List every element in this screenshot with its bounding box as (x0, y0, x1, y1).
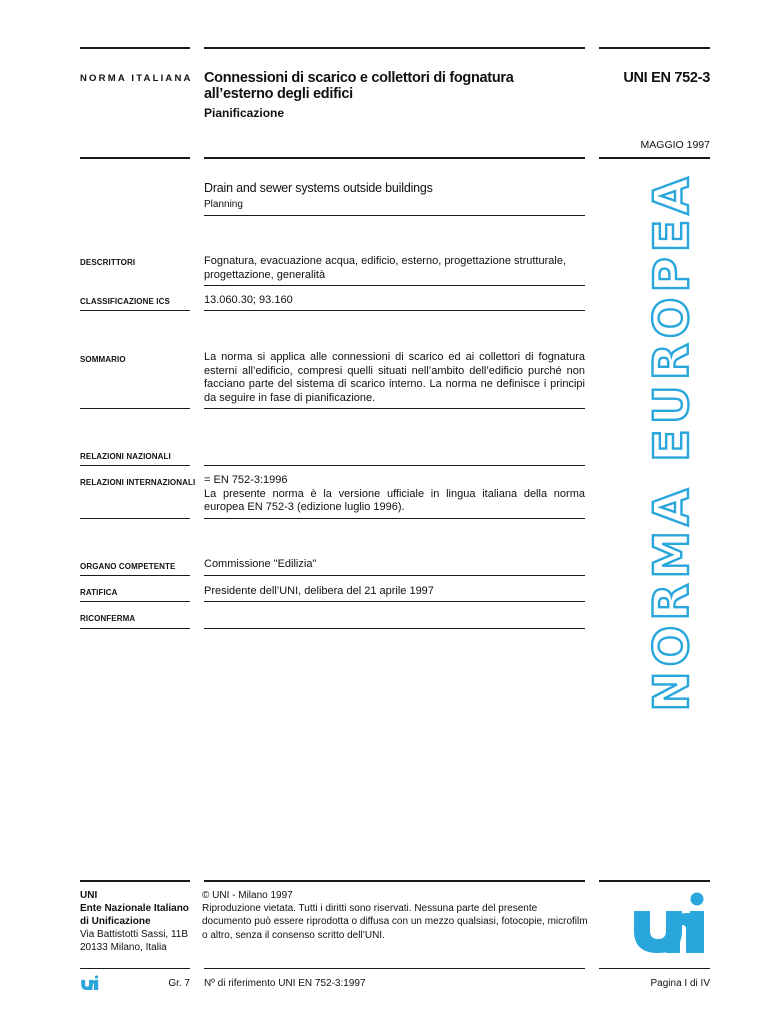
relazioni-internazionali-rule-left (80, 518, 190, 519)
organo-competente-rule (204, 575, 585, 576)
document-code: UNI EN 752-3 (623, 70, 710, 86)
sommario-label: SOMMARIO (80, 355, 126, 364)
copyright-line: © UNI - Milano 1997 (202, 890, 293, 901)
ics-rule-left (80, 310, 190, 311)
organo-competente-label: ORGANO COMPETENTE (80, 562, 176, 571)
relazioni-internazionali-line2: La presente norma è la versione ufficiale in lingua italiana della norma europea EN 752-3 (edizione luglio 1996). (204, 487, 585, 513)
english-subtitle: Planning (204, 199, 243, 210)
ratifica-label: RATIFICA (80, 588, 118, 597)
bottom-rule-left (80, 968, 190, 969)
descrittori-label: DESCRITTORI (80, 258, 136, 267)
relazioni-internazionali-line1: = EN 752-3:1996 (204, 474, 288, 486)
footer-rule-right (599, 880, 710, 882)
english-rule (204, 215, 585, 216)
header-rule-center (204, 47, 585, 49)
sommario-rule (204, 408, 585, 409)
page-number: Pagina I di IV (650, 978, 710, 989)
relazioni-internazionali-rule (204, 518, 585, 519)
document-subtitle: Pianificazione (204, 106, 285, 120)
english-title: Drain and sewer systems outside buildings (204, 181, 433, 195)
bottom-rule-center (204, 968, 585, 969)
descrittori-value: Fognatura, evacuazione acqua, edificio, esterno, progettazione strutturale, progettazione, generalità (204, 255, 567, 281)
organization-name-line1: Ente Nazionale Italiano (80, 903, 189, 914)
uni-logo-small-icon (80, 975, 100, 991)
riconferma-rule-left (80, 628, 190, 629)
header-bottom-rule-right (599, 157, 710, 159)
relazioni-nazionali-label: RELAZIONI NAZIONALI (80, 452, 171, 461)
document-title (204, 70, 604, 102)
organo-competente-value: Commissione "Edilizia" (204, 558, 317, 570)
norma-europea-text: NORMA EUROPEA (644, 172, 700, 712)
bottom-rule-right (599, 968, 710, 969)
norma-italiana-label: NORMA ITALIANA (80, 73, 193, 84)
organo-competente-rule-left (80, 575, 190, 576)
footer-rule-left (80, 880, 190, 882)
document-title-line1: Connessioni di scarico e collettori di fognatura (204, 70, 514, 86)
organization-name-line2: di Unificazione (80, 916, 151, 927)
publication-date: MAGGIO 1997 (640, 139, 710, 151)
copyright-block (202, 889, 588, 942)
organization-address-line1: Via Battistotti Sassi, 11B (80, 929, 189, 940)
relazioni-internazionali-label: RELAZIONI INTERNAZIONALI (80, 478, 196, 487)
ics-rule (204, 310, 585, 311)
header-bottom-rule-center (204, 157, 585, 159)
document-title-line2: all’esterno degli edifici (204, 86, 353, 102)
ics-label: CLASSIFICAZIONE ICS (80, 297, 170, 306)
reference-number: Nº di riferimento UNI EN 752-3:1997 (204, 978, 366, 989)
header-rule-left (80, 47, 190, 49)
relazioni-nazionali-rule (204, 465, 585, 466)
relazioni-nazionali-rule-left (80, 465, 190, 466)
descrittori-rule (204, 285, 585, 286)
footer-rule-center (204, 880, 585, 882)
ratifica-rule (204, 601, 585, 602)
sommario-rule-left (80, 408, 190, 409)
organization-address-line2: 20133 Milano, Italia (80, 942, 167, 953)
riconferma-rule (204, 628, 585, 629)
rights-notice: Riproduzione vietata. Tutti i diritti sono riservati. Nessuna parte del presente documento può essere riprodotta o diffusa con un mezzo qualsiasi, fotocopie, microfilm o altro, senza il consenso scritto dell’UNI. (202, 903, 588, 941)
header-bottom-rule-left (80, 157, 190, 159)
header-rule-right (599, 47, 710, 49)
price-group: Gr. 7 (168, 978, 190, 989)
ics-value: 13.060.30; 93.160 (204, 294, 293, 306)
organization-block (80, 889, 189, 954)
sommario-value: La norma si applica alle connessioni di scarico ed ai collettori di fognatura esterni all’edificio, compresi quelli situati nell’ambito dell’edificio purché non facciano parte del sistema di scarico interno. La norma ne definisce i principi da seguire in fase di pianificazione. (204, 351, 585, 404)
uni-logo-large-icon (630, 891, 710, 957)
relazioni-internazionali-value (204, 474, 585, 515)
ratifica-value: Presidente dell’UNI, delibera del 21 aprile 1997 (204, 585, 434, 597)
riconferma-label: RICONFERMA (80, 614, 136, 623)
ratifica-rule-left (80, 601, 190, 602)
organization-short-name: UNI (80, 890, 98, 901)
